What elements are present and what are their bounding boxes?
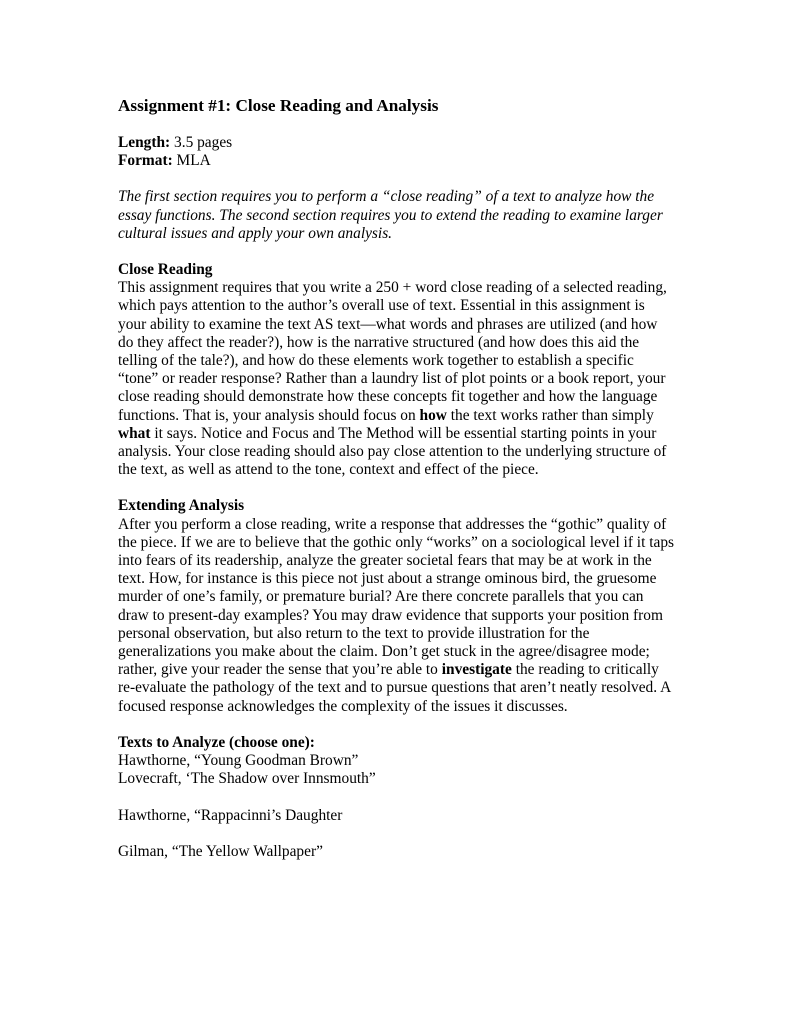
extending-analysis-text-2: the reading to critically re-evaluate the pathology of the text and to pursue questions that aren’t neatly resolved. A focused response acknowledges the complexity of the issues it discusses. <box>118 661 671 715</box>
close-reading-paragraph <box>118 279 674 479</box>
close-reading-bold-how: how <box>419 406 447 424</box>
text-item-young-goodman-brown: Hawthorne, “Young Goodman Brown” <box>118 752 359 770</box>
close-reading-text-2: the text works rather than simply <box>446 406 654 424</box>
document-page <box>118 96 674 861</box>
text-item-yellow-wallpaper: Gilman, “The Yellow Wallpaper” <box>118 842 323 860</box>
page-title: Assignment #1: Close Reading and Analysis <box>118 96 439 115</box>
text-item-rappacinnis-daughter: Hawthorne, “Rappacinni’s Daughter <box>118 806 343 824</box>
length-line <box>118 134 674 152</box>
format-value: MLA <box>172 152 211 170</box>
length-label: Length: <box>118 134 171 151</box>
texts-heading: Texts to Analyze (choose one): <box>118 733 315 751</box>
format-label: Format: <box>118 152 173 170</box>
extending-analysis-text-1: After you perform a close reading, write a response that addresses the “gothic” quality of the piece. If we are to believe that the gothic only “works” on a sociological level if it taps into fears of its readership, analyze the greater societal fears that may be at work in the text. How, for instance is this piece not just about a strange ominous bird, the gruesome murder of one’s family, or premature burial? Are there concrete parallels that you can draw to present-day examples? You may draw evidence that supports your position from personal observation, but also return to the text to provide illustration for the generalizations you make about the claim. Don’t get stuck in the agree/disagree mode; rather, give your reader the sense that you’re able to <box>118 515 675 679</box>
extending-analysis-bold-investigate: investigate <box>441 661 512 679</box>
length-value: 3.5 pages <box>170 134 233 151</box>
extending-analysis-paragraph <box>118 516 674 716</box>
close-reading-bold-what: what <box>118 424 151 442</box>
text-item-shadow-over-innsmouth: Lovecraft, ‘The Shadow over Innsmouth” <box>118 770 376 788</box>
extending-analysis-heading: Extending Analysis <box>118 497 245 515</box>
close-reading-text-3: it says. Notice and Focus and The Method will be essential starting points in your analysis. Your close reading should also pay close attention to the underlying structure of the text, as well as attend to the tone, context and effect of the piece. <box>118 424 667 479</box>
intro-paragraph: The first section requires you to perform a “close reading” of a text to analyze how the essay functions. The second section requires you to extend the reading to examine larger cultural issues and apply your own analysis. <box>118 188 663 242</box>
close-reading-text-1: This assignment requires that you write a 250 + word close reading of a selected reading, which pays attention to the author’s overall use of text. Essential in this assignment is your ability to examine the text AS text—what words and phrases are utilized (and how do they affect the reader?), how is the narrative structured (and how does this aid the telling of the tale?), and how do these elements work together to establish a specific “tone” or reader response? Rather than a laundry list of plot points or a book report, your close reading should demonstrate how these concepts fit together and how the language functions. That is, your analysis should focus on <box>118 279 667 424</box>
format-line <box>118 152 674 170</box>
close-reading-heading: Close Reading <box>118 261 213 279</box>
